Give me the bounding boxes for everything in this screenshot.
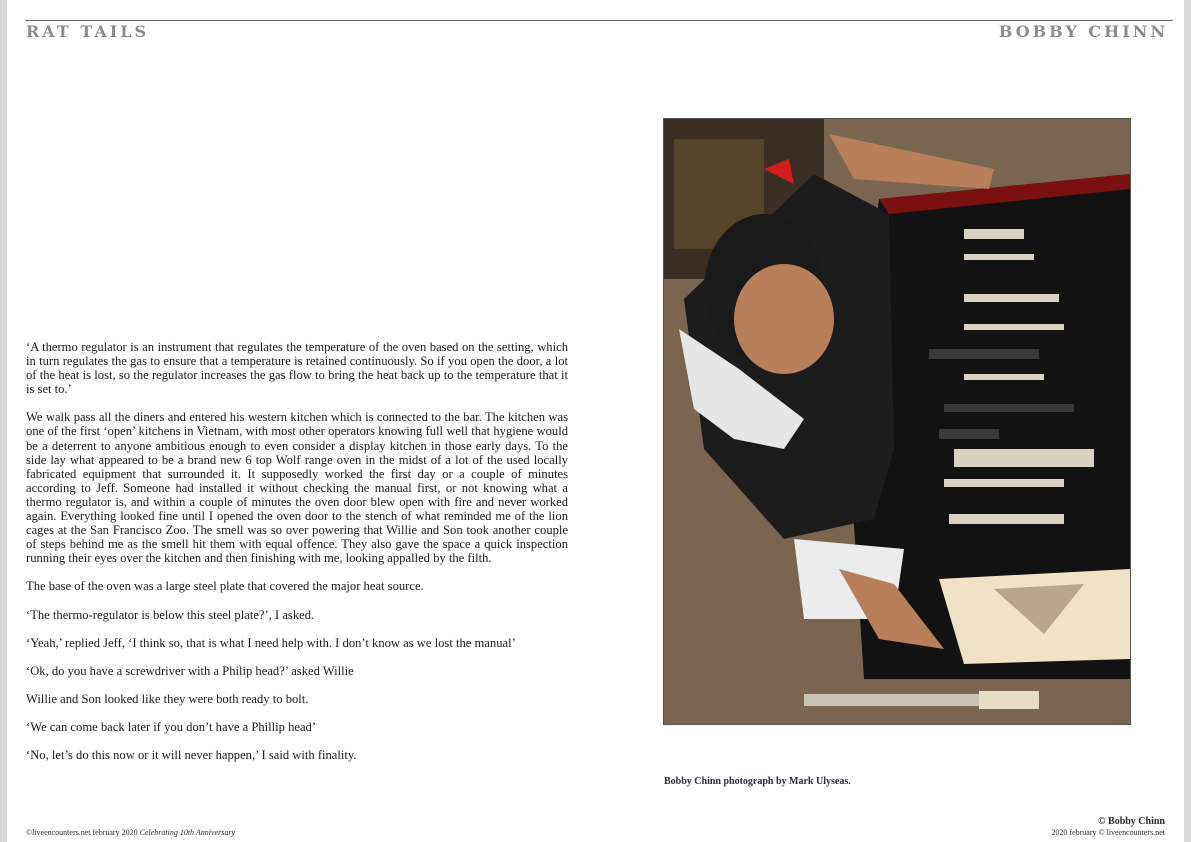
chef-photo-illustration [664, 119, 1130, 724]
article-paragraph: ‘A thermo regulator is an instrument that regulates the temperature of the oven based on the setting, which in turn regulates the gas to ensure that a temperature is retained continuously. So if you open the door, a lot of the heat is lost, so the regulator increases the gas flow to bring the heat back up to the temperature that it is set to.’ [26, 340, 568, 397]
footer-site: ©liveencounters.net february 2020 [26, 828, 140, 837]
article-paragraph: Willie and Son looked like they were both ready to bolt. [26, 691, 309, 706]
article-body [26, 340, 568, 776]
article-paragraph: ‘We can come back later if you don’t have a Phillip head’ [26, 719, 317, 734]
article-paragraph: We walk pass all the diners and entered his western kitchen which is connected to the bar. The kitchen was one of the first ‘open’ kitchens in Vietnam, with most other operators knowing full well that hygiene would be a deterrent to anyone ambitious enough to even consider a display kitchen in those early days. To the side lay what appeared to be a brand new 6 top Wolf range oven in the midst of a lot of the used locally fabricated equipment that surrounded it. It supposedly worked the first day or a couple of minutes according to Jeff. Someone had installed it without checking the manual first, or not knowing what a thermo regulator is, and within a couple of minutes the oven door blew open with fire and never worked again. Everything looked fine until I opened the oven door to the stench of what reminded me of the lion cages at the San Francisco Zoo. The smell was so over powering that Willie and Son took another couple of steps behind me as the smell hit them with equal offence. They also gave the space a quick inspection running their eyes over the kitchen and then finishing with me, looking appalled by the filth. [26, 410, 568, 566]
article-paragraph: ‘Yeah,’ replied Jeff, ‘I think so, that is what I need help with. I don’t know as we lost the manual’ [26, 635, 516, 650]
article-paragraph: ‘The thermo-regulator is below this steel plate?’, I asked. [26, 607, 315, 622]
author-title: BOBBY CHINN [998, 22, 1168, 41]
footer-copyright: © Bobby Chinn [1098, 816, 1165, 827]
header-rule [25, 20, 1173, 21]
footer-right [1051, 816, 1165, 837]
footer-anniversary: Celebrating 10th Anniversary [139, 828, 235, 837]
magazine-page [7, 0, 1184, 842]
footer-issue: 2020 february © liveencounters.net [1051, 828, 1165, 837]
chef-photo [663, 118, 1131, 725]
article-paragraph: The base of the oven was a large steel plate that covered the major heat source. [26, 579, 424, 594]
footer-left [26, 828, 235, 837]
article-paragraph: ‘No, let’s do this now or it will never happen,’ I said with finality. [26, 747, 357, 762]
photo-caption: Bobby Chinn photograph by Mark Ulyseas. [664, 776, 851, 787]
article-paragraph: ‘Ok, do you have a screwdriver with a Philip head?’ asked Willie [26, 663, 354, 678]
section-title: RAT TAILS [26, 22, 150, 41]
